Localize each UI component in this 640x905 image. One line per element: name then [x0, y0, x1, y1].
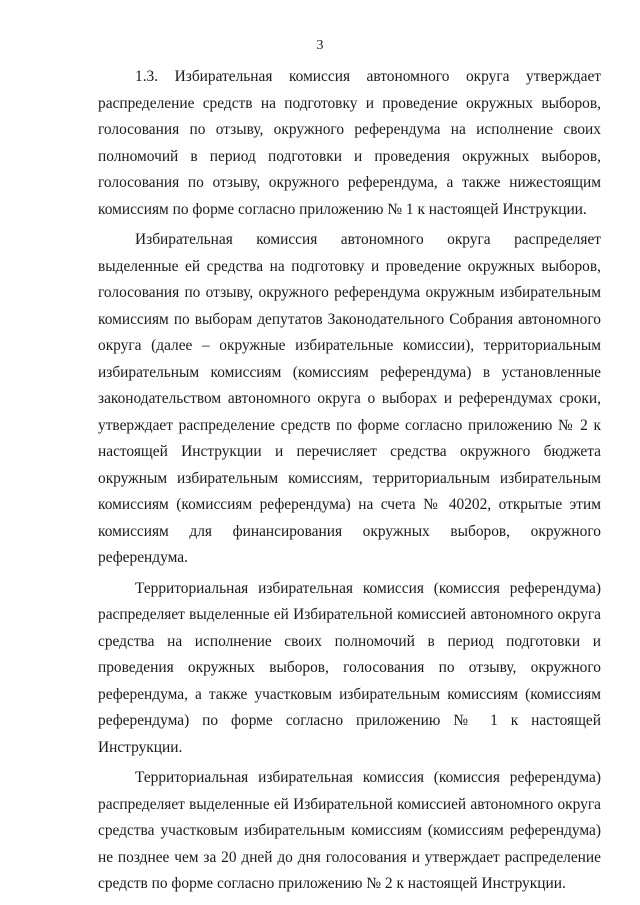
page-number: 3: [316, 38, 324, 53]
paragraph-1-3: 1.3. Избирательная комиссия автономного округа утверждает распределение средств на подготовку и проведение окружных выборов, голосования по отзыву, окружного референдума на исполнение своих полномочий в период подготовки и проведения окружных выборов, голосования по отзыву, окружного референдума, а также нижестоящим комиссиям по форме согласно приложению № 1 к настоящей Инструкции.: [98, 68, 601, 218]
paragraph-territorial-commission-precinct: Территориальная избирательная комиссия (комиссия референдума) распределяет выделенные ей Избирательной комиссией автономного округа средства участковым избирательным комиссиям (комиссиям референдума) не позднее чем за 20 дней до дня голосования и утверждает распределение средств по форме согласно приложению № 2 к настоящей Инструкции.: [98, 769, 601, 892]
paragraph-distribution-to-commissions: Избирательная комиссия автономного округа распределяет выделенные ей средства на подготовку и проведение окружных выборов, голосования по отзыву, окружного референдума окружным избирательным комиссиям по выборам депутатов Законодательного Собрания автономного округа (далее – окружные избирательные комиссии), территориальным избирательным комиссиям (комиссиям референдума) в установленные законодательством автономного округа о выборах и референдумах сроки, утверждает распределение средств по форме согласно приложению № 2 к настоящей Инструкции и перечисляет средства окружного бюджета окружным избирательным комиссиям, территориальным избирательным комиссиям (комиссиям референдума) на счета № 40202, открытые этим комиссиям для финансирования окружных выборов, окружного референдума.: [98, 231, 601, 566]
paragraph-territorial-commission-own-powers: Территориальная избирательная комиссия (комиссия референдума) распределяет выделенные ей Избирательной комиссией автономного округа средства на исполнение своих полномочий в период подготовки и проведения окружных выборов, голосования по отзыву, окружного референдума, а также участковым избирательным комиссиям (комиссиям референдума) по форме согласно приложению № 1 к настоящей Инструкции.: [98, 579, 601, 756]
document-body: [98, 64, 601, 898]
